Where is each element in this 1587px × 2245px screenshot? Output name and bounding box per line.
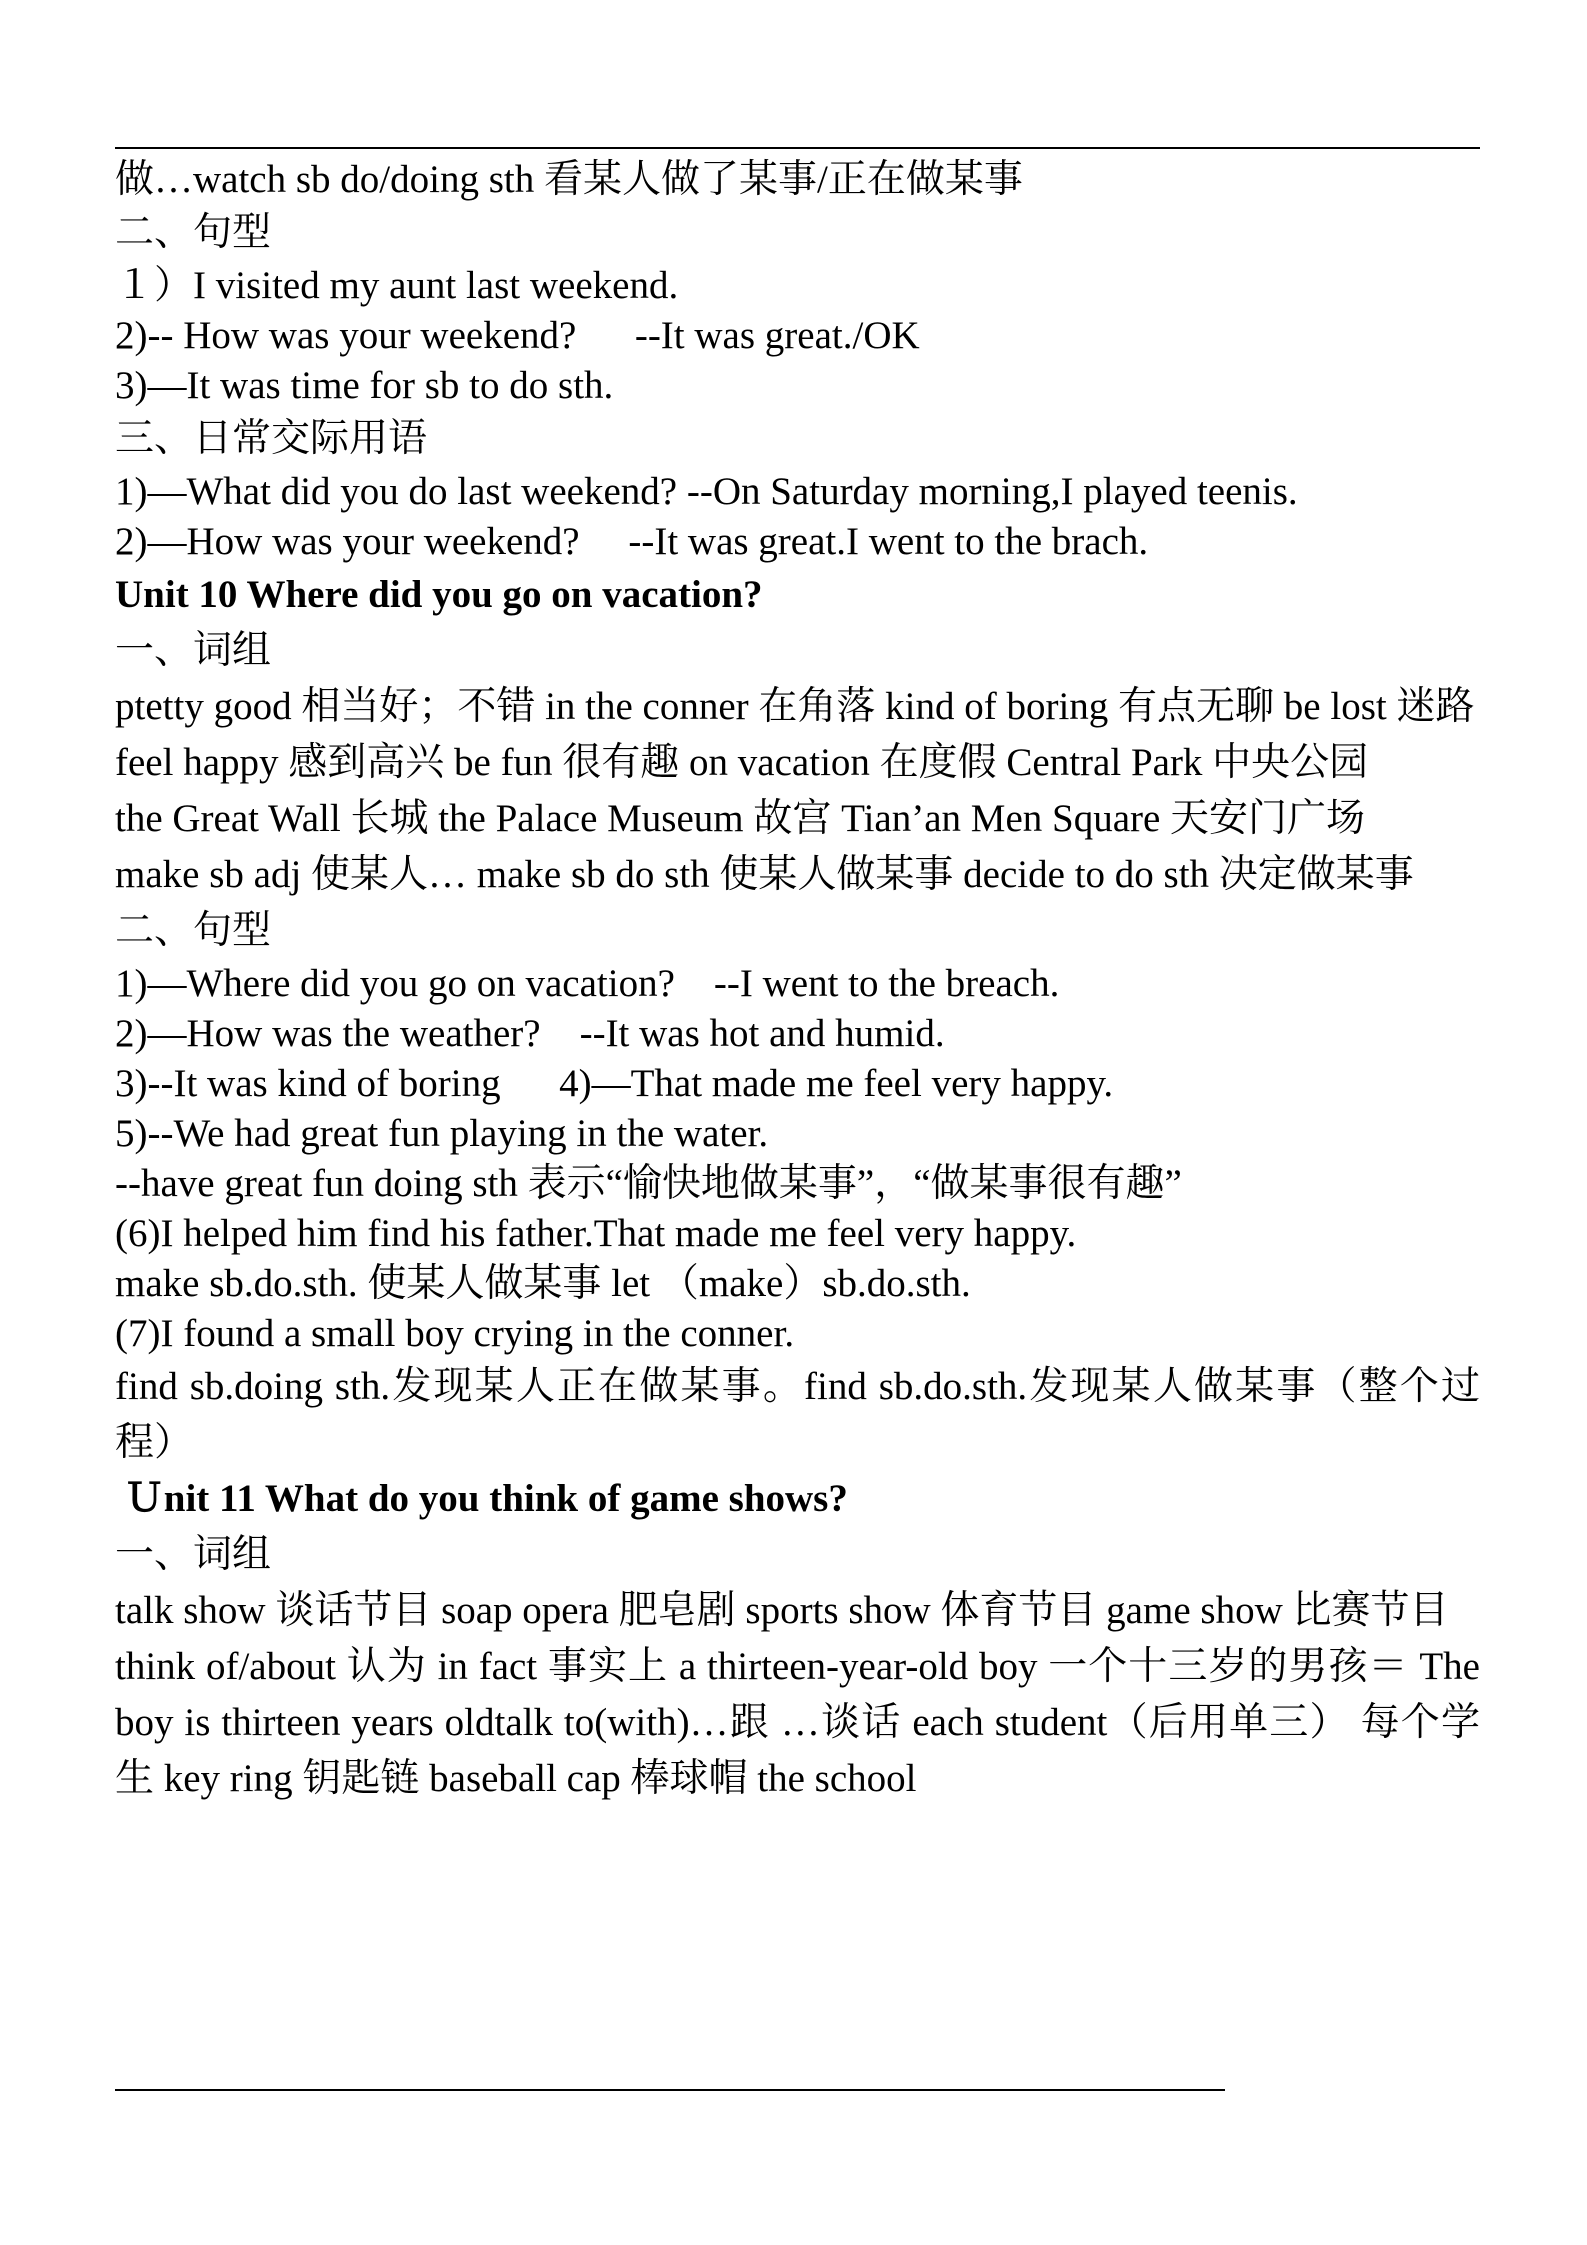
text-line: make sb.do.sth. 使某人做某事 let （make）sb.do.sth.: [115, 1262, 971, 1305]
document-body: [115, 155, 1480, 1807]
text-paragraph: ptetty good 相当好；不错 in the conner 在角落 kind of boring 有点无聊 be lost 迷路: [115, 685, 1475, 728]
text-line: 3)—It was time for sb to do sth.: [115, 364, 614, 407]
text-paragraph: feel happy 感到高兴 be fun 很有趣 on vacation 在度假 Central Park 中央公园: [115, 741, 1369, 784]
text-line: (6)I helped him find his father.That made me feel very happy.: [115, 1212, 1077, 1255]
text-line: 2)—How was your weekend? --It was great.I went to the brach.: [115, 520, 1149, 563]
text-line: 5)--We had great fun playing in the water.: [115, 1112, 769, 1155]
top-rule: [115, 147, 1480, 149]
text-line: 做…watch sb do/doing sth 看某人做了某事/正在做某事: [115, 158, 1023, 201]
section-heading: 一、词组: [115, 629, 272, 672]
section-heading: 二、句型: [115, 211, 272, 254]
text-line: --have great fun doing sth 表示“愉快地做某事”，“做某事很有趣”: [115, 1162, 1182, 1205]
text-paragraph: the Great Wall 长城 the Palace Museum 故宫 Tian’an Men Square 天安门广场: [115, 797, 1366, 840]
text-line: 1)—Where did you go on vacation? --I went to the breach.: [115, 962, 1060, 1005]
text-line: 3)--It was kind of boring 4)—That made me feel very happy.: [115, 1062, 1114, 1105]
section-heading: 二、句型: [115, 909, 272, 952]
bottom-rule: [115, 2089, 1225, 2091]
text-paragraph: find sb.doing sth.发现某人正在做某事。find sb.do.sth.发现某人做某事（整个过程）: [115, 1365, 1480, 1464]
text-paragraph: talk show 谈话节目 soap opera 肥皂剧 sports show 体育节目 game show 比赛节目: [115, 1589, 1449, 1632]
text-line: 2)-- How was your weekend? --It was great./OK: [115, 314, 920, 357]
section-heading: 三、日常交际用语: [115, 417, 428, 460]
section-heading: 一、词组: [115, 1533, 272, 1576]
text-paragraph: make sb adj 使某人… make sb do sth 使某人做某事 decide to do sth 决定做某事: [115, 853, 1414, 896]
text-paragraph: think of/about 认为 in fact 事实上 a thirteen-year-old boy 一个十三岁的男孩＝ The boy is thirteen years oldtalk to(with)…跟 …谈话 each student（后用单三） 每个学生 key ring 钥匙链 baseball cap 棒球帽 the school: [115, 1645, 1480, 1800]
text-line: 1)—What did you do last weekend? --On Saturday morning,I played teenis.: [115, 470, 1298, 513]
unit-title: Ｕnit 11 What do you think of game shows?: [115, 1477, 848, 1520]
unit-title: Unit 10 Where did you go on vacation?: [115, 573, 763, 616]
text-line: １）I visited my aunt last weekend.: [115, 264, 679, 307]
text-line: (7)I found a small boy crying in the conner.: [115, 1312, 795, 1355]
text-line: 2)—How was the weather? --It was hot and humid.: [115, 1012, 945, 1055]
